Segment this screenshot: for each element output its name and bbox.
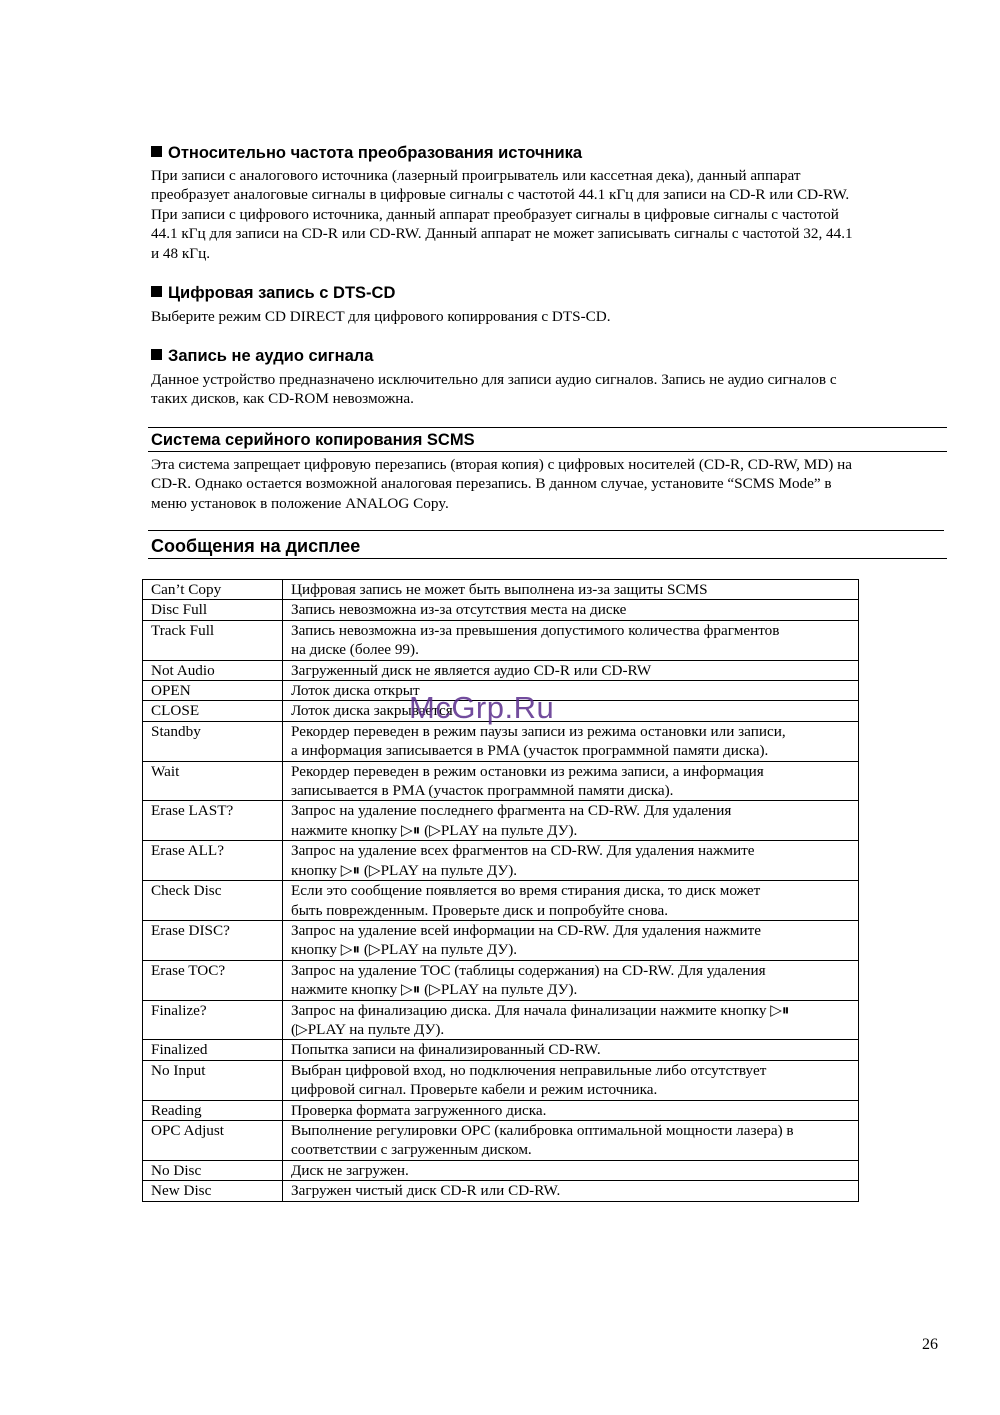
table-row bbox=[143, 920, 859, 960]
message-description bbox=[283, 600, 859, 620]
description-line: Загруженный диск не является аудио CD-R или CD-RW bbox=[291, 661, 652, 679]
paragraph-non-audio bbox=[151, 370, 951, 409]
section-heading-scms: Система серийного копирования SCMS bbox=[148, 427, 947, 452]
message-description bbox=[283, 1000, 859, 1040]
message-code: Track Full bbox=[143, 620, 283, 660]
description-line: Проверка формата загруженного диска. bbox=[291, 1101, 547, 1119]
description-line: Запрос на удаление TOC (таблицы содержания) на CD-RW. Для удаления bbox=[291, 961, 766, 979]
message-description bbox=[283, 721, 859, 761]
description-line: Запрос на финализацию диска. Для начала финализации нажмите кнопку ▷⏸ bbox=[291, 1001, 790, 1019]
paragraph-source-rate bbox=[151, 166, 951, 263]
message-description bbox=[283, 660, 859, 680]
message-code: Erase LAST? bbox=[143, 801, 283, 841]
message-code: OPC Adjust bbox=[143, 1120, 283, 1160]
description-line: Запрос на удаление последнего фрагмента на CD-RW. Для удаления bbox=[291, 802, 732, 820]
message-description bbox=[283, 1120, 859, 1160]
message-code: Wait bbox=[143, 761, 283, 801]
message-description bbox=[283, 1160, 859, 1180]
section-heading-dts-cd: Цифровая запись с DTS-CD bbox=[151, 283, 395, 303]
message-description bbox=[283, 761, 859, 801]
message-description bbox=[283, 681, 859, 701]
text-line: таких дисков, как CD-ROM невозможна. bbox=[151, 390, 414, 408]
text-line: 44.1 кГц для записи на CD-R или CD-RW. Данный аппарат не может записывать сигналы с частотой 32, 44.1 bbox=[151, 225, 853, 243]
description-line: а информация записывается в PMA (участок программной памяти диска). bbox=[291, 742, 769, 760]
text-line: Эта система запрещает цифровую перезапись (вторая копия) с цифровых носителей (CD-R, CD-RW, MD) на bbox=[151, 456, 852, 473]
description-line: Запись невозможна из-за превышения допустимого количества фрагментов bbox=[291, 621, 780, 639]
section-heading-source-rate: Относительно частота преобразования источника bbox=[151, 143, 582, 163]
description-line: быть поврежденным. Проверьте диск и попробуйте снова. bbox=[291, 901, 668, 919]
message-description bbox=[283, 841, 859, 881]
description-line: Диск не загружен. bbox=[291, 1161, 409, 1179]
table-row bbox=[143, 960, 859, 1000]
table-row bbox=[143, 660, 859, 680]
text-line: Данное устройство предназначено исключительно для записи аудио сигналов. Запись не аудио сигналов с bbox=[151, 371, 837, 388]
table-row bbox=[143, 1160, 859, 1180]
table-row bbox=[143, 1060, 859, 1100]
display-messages-table bbox=[142, 579, 859, 1202]
paragraph-dts-cd bbox=[151, 307, 951, 326]
message-code: Reading bbox=[143, 1100, 283, 1120]
description-line: соответствии с загруженным диском. bbox=[291, 1141, 532, 1159]
square-bullet-icon bbox=[151, 349, 162, 360]
text-line: CD-R. Однако остается возможной аналоговая перезапись. В данном случае, установите “SCMS Mode” в bbox=[151, 475, 832, 493]
description-line: Запись невозможна из-за отсутствия места на диске bbox=[291, 601, 627, 619]
table-row bbox=[143, 761, 859, 801]
message-code: Erase ALL? bbox=[143, 841, 283, 881]
description-line: Лоток диска открыт bbox=[291, 682, 420, 700]
message-code: No Input bbox=[143, 1060, 283, 1100]
message-code: Check Disc bbox=[143, 881, 283, 921]
description-line: Попытка записи на финализированный CD-RW. bbox=[291, 1041, 601, 1059]
message-code: Not Audio bbox=[143, 660, 283, 680]
page-number: 26 bbox=[922, 1336, 938, 1353]
text-line: Выберите режим CD DIRECT для цифрового копиррования с DTS-CD. bbox=[151, 308, 611, 325]
paragraph-scms bbox=[151, 455, 951, 513]
table-row bbox=[143, 1181, 859, 1201]
message-code: Standby bbox=[143, 721, 283, 761]
description-line: (▷PLAY на пульте ДУ). bbox=[291, 1020, 445, 1038]
table-row bbox=[143, 1040, 859, 1060]
description-line: цифровой сигнал. Проверьте кабели и режим источника. bbox=[291, 1081, 658, 1099]
message-description bbox=[283, 580, 859, 600]
text-line: При записи с аналогового источника (лазерный проигрыватель или кассетная дека), данный аппарат bbox=[151, 167, 801, 184]
table-row bbox=[143, 801, 859, 841]
message-code: New Disc bbox=[143, 1181, 283, 1201]
description-line: кнопку ▷⏸ (▷PLAY на пульте ДУ). bbox=[291, 941, 518, 959]
message-code: Erase TOC? bbox=[143, 960, 283, 1000]
description-line: нажмите кнопку ▷⏸ (▷PLAY на пульте ДУ). bbox=[291, 821, 578, 839]
text-line: меню установок в положение ANALOG Copy. bbox=[151, 494, 449, 512]
message-description bbox=[283, 1040, 859, 1060]
description-line: Рекордер переведен в режим паузы записи из режима остановки или записи, bbox=[291, 722, 786, 740]
table-row bbox=[143, 1100, 859, 1120]
message-code: No Disc bbox=[143, 1160, 283, 1180]
message-code: OPEN bbox=[143, 681, 283, 701]
table-row bbox=[143, 1120, 859, 1160]
square-bullet-icon bbox=[151, 146, 162, 157]
message-description bbox=[283, 920, 859, 960]
description-line: Цифровая запись не может быть выполнена из-за защиты SCMS bbox=[291, 581, 708, 598]
table-row bbox=[143, 600, 859, 620]
message-code: Finalized bbox=[143, 1040, 283, 1060]
description-line: Рекордер переведен в режим остановки из режима записи, а информация bbox=[291, 762, 764, 780]
description-line: Выполнение регулировки OPC (калибровка оптимальной мощности лазера) в bbox=[291, 1121, 794, 1139]
message-description bbox=[283, 620, 859, 660]
description-line: на диске (более 99). bbox=[291, 641, 419, 659]
description-line: Если это сообщение появляется во время стирания диска, то диск может bbox=[291, 882, 761, 900]
message-description bbox=[283, 960, 859, 1000]
description-line: Выбран цифровой вход, но подключения неправильные либо отсутствует bbox=[291, 1061, 767, 1079]
message-code: Can’t Copy bbox=[143, 580, 283, 600]
table-row bbox=[143, 620, 859, 660]
description-line: Запрос на удаление всех фрагментов на CD-RW. Для удаления нажмите bbox=[291, 842, 755, 860]
description-line: Лоток диска закрывается bbox=[291, 702, 453, 720]
text-line: При записи с цифрового источника, данный аппарат преобразует сигналы в цифровые сигналы с частотой bbox=[151, 205, 839, 223]
watermark-text: McGrp.Ru bbox=[409, 690, 555, 725]
text-line: и 48 кГц. bbox=[151, 244, 210, 262]
message-code: Erase DISC? bbox=[143, 920, 283, 960]
message-description bbox=[283, 1100, 859, 1120]
message-description bbox=[283, 881, 859, 921]
message-code: Finalize? bbox=[143, 1000, 283, 1040]
table-row bbox=[143, 841, 859, 881]
description-line: записывается в PMA (участок программной памяти диска). bbox=[291, 782, 674, 800]
message-description bbox=[283, 801, 859, 841]
table-row bbox=[143, 1000, 859, 1040]
section-heading-non-audio: Запись не аудио сигнала bbox=[151, 346, 373, 366]
section-divider bbox=[148, 530, 944, 531]
description-line: кнопку ▷⏸ (▷PLAY на пульте ДУ). bbox=[291, 861, 518, 879]
message-code: Disc Full bbox=[143, 600, 283, 620]
description-line: нажмите кнопку ▷⏸ (▷PLAY на пульте ДУ). bbox=[291, 981, 578, 999]
section-heading-display-messages: Сообщения на дисплее bbox=[148, 534, 947, 559]
table-row bbox=[143, 881, 859, 921]
square-bullet-icon bbox=[151, 286, 162, 297]
table-row bbox=[143, 580, 859, 600]
text-line: преобразует аналоговые сигналы в цифровые сигналы с частотой 44.1 кГц для записи на CD-R или CD-RW. bbox=[151, 186, 850, 204]
description-line: Загружен чистый диск CD-R или CD-RW. bbox=[291, 1182, 561, 1200]
message-code: CLOSE bbox=[143, 701, 283, 721]
message-description bbox=[283, 1181, 859, 1201]
description-line: Запрос на удаление всей информации на CD-RW. Для удаления нажмите bbox=[291, 921, 761, 939]
table-row bbox=[143, 721, 859, 761]
message-description bbox=[283, 701, 859, 721]
messages-table-body bbox=[143, 580, 859, 1202]
message-description bbox=[283, 1060, 859, 1100]
